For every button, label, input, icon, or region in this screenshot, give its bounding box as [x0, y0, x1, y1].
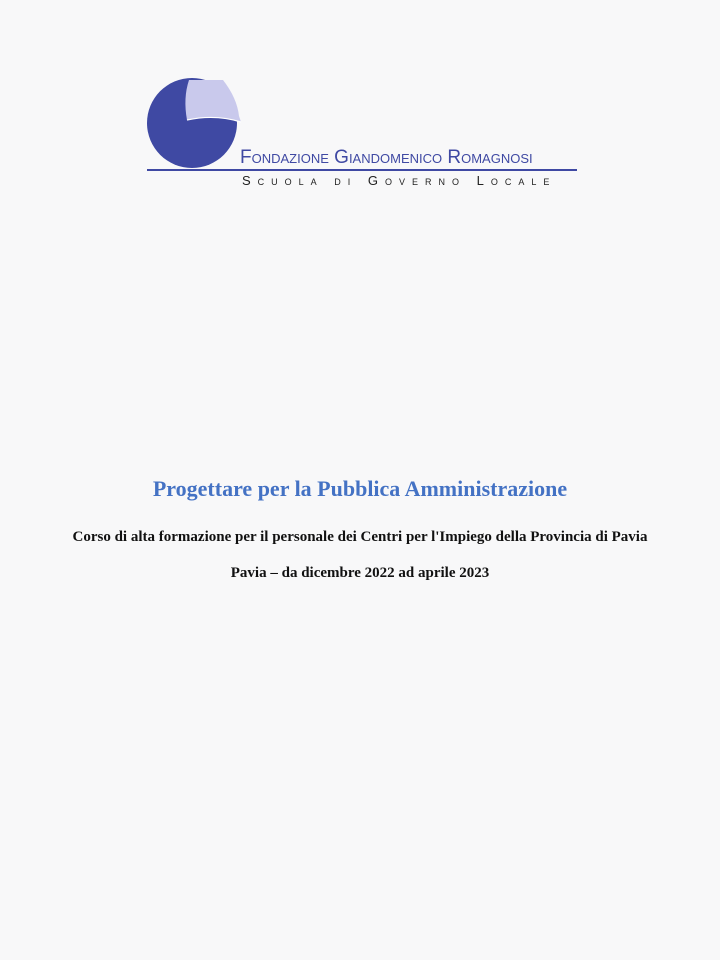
logo-circle-icon	[145, 76, 245, 172]
logo-school-name: Scuola di Governo Locale	[242, 173, 557, 188]
document-title: Progettare per la Pubblica Amministrazione	[152, 476, 568, 501]
foundation-logo	[145, 76, 585, 196]
document-dates: Pavia – da dicembre 2022 ad aprile 2023	[230, 565, 490, 581]
logo-foundation-name: Fondazione Giandomenico Romagnosi	[240, 147, 533, 168]
logo-rule	[147, 169, 577, 171]
document-subtitle: Corso di alta formazione per il personale dei Centri per l'Impiego della Provincia di Pavia	[72, 529, 648, 545]
